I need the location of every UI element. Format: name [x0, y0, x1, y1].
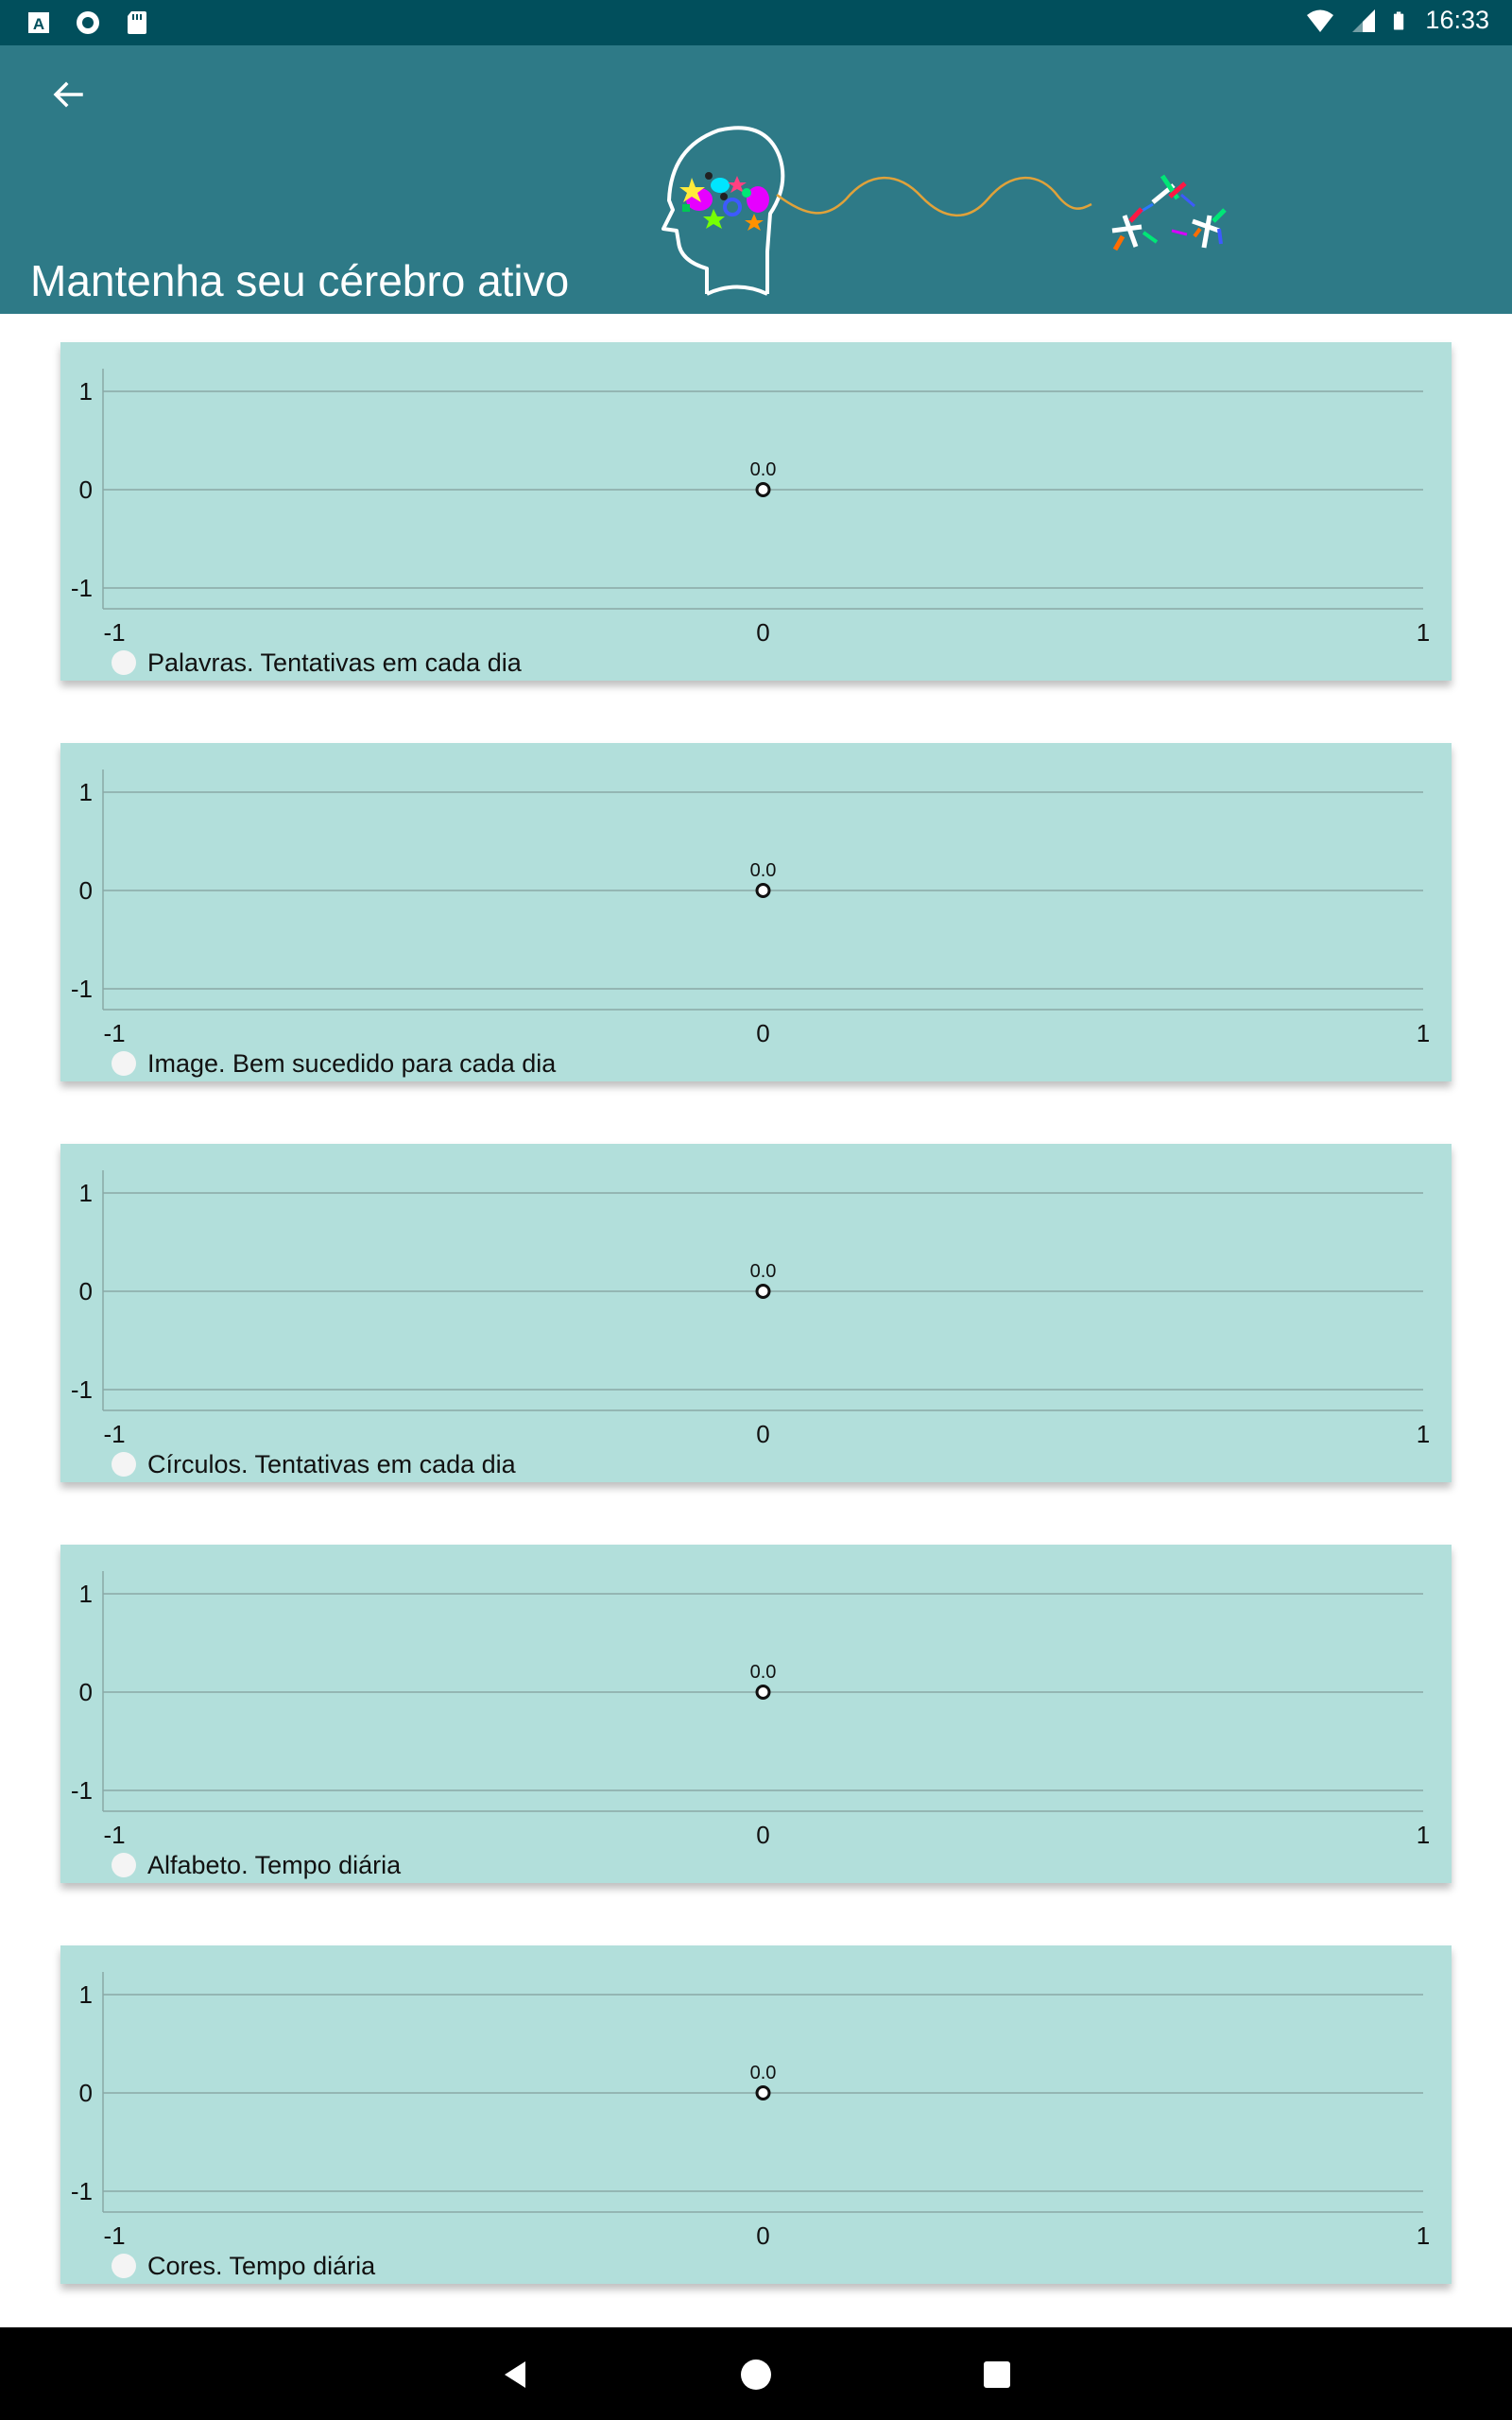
chart-svg	[60, 743, 1452, 1081]
x-tick-label: 1	[1416, 618, 1431, 647]
x-tick-label: -1	[103, 1821, 126, 1849]
legend-swatch	[112, 1051, 136, 1076]
data-point	[757, 885, 769, 897]
legend-label: Alfabeto. Tempo diária	[147, 1851, 402, 1879]
legend-label: Image. Bem sucedido para cada dia	[147, 1049, 557, 1078]
x-tick-label: 1	[1416, 2221, 1431, 2250]
page-title: Mantenha seu cérebro ativo	[30, 256, 570, 305]
x-tick-label: 1	[1416, 1821, 1431, 1849]
data-value-label: 0.0	[749, 1662, 777, 1683]
data-value-label: 0.0	[749, 459, 777, 480]
nav-recents-button[interactable]	[971, 2348, 1023, 2401]
legend-label: Círculos. Tentativas em cada dia	[147, 1450, 516, 1478]
y-tick-label: 1	[78, 1580, 93, 1608]
data-value-label: 0.0	[749, 1261, 777, 1282]
status-bar	[0, 0, 1512, 45]
wave-line	[777, 178, 1091, 216]
chart-card-alfabeto	[60, 1545, 1452, 1883]
sd-card-icon	[123, 9, 151, 37]
data-point	[757, 1686, 769, 1699]
legend-swatch	[112, 1452, 136, 1477]
signal-icon	[1349, 7, 1378, 35]
chart-card-cores	[60, 1945, 1452, 2284]
x-tick-label: 0	[756, 2221, 770, 2250]
home-circle-icon	[737, 2356, 775, 2394]
legend-swatch	[112, 1853, 136, 1877]
chart-svg	[60, 342, 1452, 681]
y-tick-label: 0	[78, 1678, 93, 1706]
recents-square-icon	[978, 2356, 1016, 2394]
scattered-sticks-icon	[1112, 176, 1225, 250]
status-time: 16:33	[1425, 6, 1489, 34]
x-tick-label: 0	[756, 1821, 770, 1849]
nav-home-button[interactable]	[730, 2348, 782, 2401]
back-button[interactable]	[42, 68, 94, 121]
legend-label: Cores. Tempo diária	[147, 2252, 376, 2280]
x-tick-label: -1	[103, 1019, 126, 1047]
data-value-label: 0.0	[749, 860, 777, 881]
brain-header-illustration	[652, 110, 1285, 308]
x-tick-label: -1	[103, 1420, 126, 1448]
x-tick-label: 0	[756, 1019, 770, 1047]
y-tick-label: -1	[70, 1776, 93, 1805]
data-point	[757, 484, 769, 496]
data-point	[757, 1286, 769, 1298]
app-bar	[0, 45, 1512, 314]
y-tick-label: 1	[78, 778, 93, 806]
nav-back-button[interactable]	[490, 2348, 542, 2401]
chart-card-circulos	[60, 1144, 1452, 1482]
status-left-icons	[25, 9, 151, 37]
wifi-icon	[1304, 7, 1336, 35]
y-tick-label: 1	[78, 1980, 93, 2009]
circle-icon	[74, 9, 102, 37]
x-tick-label: -1	[103, 618, 126, 647]
back-triangle-icon	[497, 2356, 535, 2394]
x-tick-label: 1	[1416, 1019, 1431, 1047]
y-tick-label: 0	[78, 475, 93, 504]
chart-svg	[60, 1545, 1452, 1883]
chart-card-palavras	[60, 342, 1452, 681]
head-outline-icon	[663, 128, 782, 294]
charts-list[interactable]	[0, 314, 1512, 2327]
data-value-label: 0.0	[749, 2063, 777, 2083]
y-tick-label: -1	[70, 975, 93, 1003]
brain-colors-icon	[679, 172, 769, 231]
y-tick-label: -1	[70, 1375, 93, 1404]
x-tick-label: 1	[1416, 1420, 1431, 1448]
y-tick-label: 1	[78, 377, 93, 406]
y-tick-label: 0	[78, 876, 93, 905]
chart-svg	[60, 1945, 1452, 2284]
x-tick-label: -1	[103, 2221, 126, 2250]
navigation-bar	[0, 2327, 1512, 2420]
data-point	[757, 2087, 769, 2100]
legend-swatch	[112, 2254, 136, 2278]
x-tick-label: 0	[756, 1420, 770, 1448]
battery-icon	[1391, 7, 1412, 35]
chart-svg	[60, 1144, 1452, 1482]
y-tick-label: -1	[70, 2177, 93, 2205]
y-tick-label: 0	[78, 2079, 93, 2107]
svg-text:A: A	[32, 15, 45, 33]
y-tick-label: -1	[70, 574, 93, 602]
x-tick-label: 0	[756, 618, 770, 647]
chart-card-image	[60, 743, 1452, 1081]
arrow-left-icon	[49, 76, 87, 113]
legend-swatch	[112, 650, 136, 675]
legend-label: Palavras. Tentativas em cada dia	[147, 648, 522, 677]
a-icon	[25, 9, 53, 37]
status-right-icons	[1304, 6, 1489, 35]
y-tick-label: 0	[78, 1277, 93, 1305]
y-tick-label: 1	[78, 1179, 93, 1207]
